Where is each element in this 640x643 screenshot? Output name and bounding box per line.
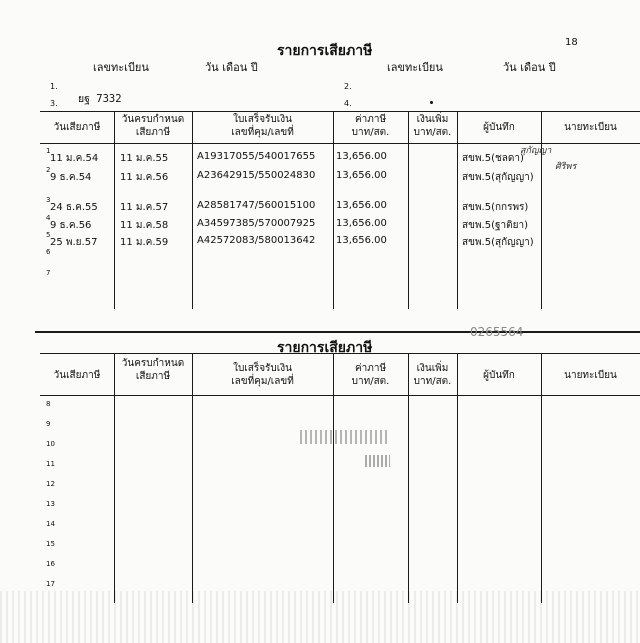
section1-subheader-reg-mid: เลขทะเบียน (387, 61, 443, 74)
t1-cell-receipt: A28581747/560015100 (197, 200, 316, 211)
t1-cell-due-date: 11 ม.ค.58 (120, 220, 169, 231)
t1-cell-recorder: สขพ.5(สุกัญญา) (462, 172, 534, 183)
t2-vline-3 (333, 353, 334, 603)
handwriting-signature-2: ศิริพร (555, 162, 577, 172)
t2-row-number: 14 (46, 520, 55, 528)
t1-cell-due-date: 11 ม.ค.56 (120, 172, 169, 183)
t2-col-recorder: ผู้บันทึก (483, 370, 515, 381)
t1-row-number: 5 (46, 231, 51, 239)
t2-vline-1 (114, 353, 115, 603)
section1-subheader-reg-left: เลขทะเบียน (93, 61, 149, 74)
reg-line-3-num: 3. (50, 99, 58, 108)
faint-number: 0265564 (470, 325, 524, 339)
t2-col-due-date: วันครบกำหนด เสียภาษี (121, 358, 185, 382)
t1-vline-5 (457, 111, 458, 309)
t2-vline-4 (408, 353, 409, 603)
t2-vline-6 (541, 353, 542, 603)
dot-mark (430, 101, 433, 104)
table1-top-border (40, 111, 640, 112)
t1-col-recorder: ผู้บันทึก (483, 122, 515, 133)
t1-row-number: 6 (46, 248, 51, 256)
t1-col-registrar: นายทะเบียน (564, 122, 617, 133)
t1-row-number: 4 (46, 214, 51, 222)
t2-row-number: 16 (46, 560, 55, 568)
t1-row-number: 2 (46, 166, 51, 174)
t1-row-number: 3 (46, 196, 51, 204)
table2-header-bottom (40, 395, 640, 396)
t2-row-number: 15 (46, 540, 55, 548)
t1-vline-6 (541, 111, 542, 309)
section1-title: รายการเสียภาษี (277, 43, 373, 59)
scan-edge-strip (0, 591, 640, 643)
t1-cell-tax: 13,656.00 (336, 235, 387, 246)
t1-cell-tax: 13,656.00 (336, 170, 387, 181)
t1-vline-1 (114, 111, 115, 309)
t1-row-number: 1 (46, 147, 51, 155)
t1-cell-receipt: A42572083/580013642 (197, 235, 316, 246)
t1-col-pay-date: วันเสียภาษี (53, 122, 101, 133)
t1-cell-pay-date: 9 ธ.ค.56 (50, 220, 92, 231)
section1-subheader-date-right: วัน เดือน ปี (503, 61, 556, 74)
t1-vline-3 (333, 111, 334, 309)
t2-col-tax: ค่าภาษี บาท/สต. (351, 363, 390, 387)
t2-row-number: 12 (46, 480, 55, 488)
t1-cell-tax: 13,656.00 (336, 151, 387, 162)
t1-cell-pay-date: 11 ม.ค.54 (50, 153, 99, 164)
reg-line-1-num: 1. (50, 82, 58, 91)
t1-cell-tax: 13,656.00 (336, 200, 387, 211)
t1-cell-recorder: สขพ.5(ชลดา) (462, 153, 524, 164)
t2-row-number: 17 (46, 580, 55, 588)
t1-cell-due-date: 11 ม.ค.57 (120, 202, 169, 213)
t1-cell-due-date: 11 ม.ค.59 (120, 237, 169, 248)
t1-cell-tax: 13,656.00 (336, 218, 387, 229)
t1-col-receipt: ใบเสร็จรับเงิน เลขที่คุม/เลขที่ (231, 114, 294, 138)
reg-line-4-num: 4. (344, 99, 352, 108)
t2-vline-2 (192, 353, 193, 603)
t1-cell-pay-date: 24 ธ.ค.55 (50, 202, 98, 213)
t1-col-due-date: วันครบกำหนด เสียภาษี (121, 114, 185, 138)
t2-row-number: 11 (46, 460, 55, 468)
t1-col-tax: ค่าภาษี บาท/สต. (351, 114, 390, 138)
t1-cell-receipt: A23642915/550024830 (197, 170, 316, 181)
t1-vline-2 (192, 111, 193, 309)
t2-row-number: 10 (46, 440, 55, 448)
scan-noise-2 (365, 455, 390, 467)
section1-subheader-date-left: วัน เดือน ปี (205, 61, 258, 74)
t2-col-surcharge: เงินเพิ่ม บาท/สต. (413, 363, 452, 387)
table2-top-border (40, 353, 640, 354)
t1-vline-4 (408, 111, 409, 309)
t1-cell-pay-date: 9 ธ.ค.54 (50, 172, 92, 183)
t2-row-number: 13 (46, 500, 55, 508)
t1-cell-recorder: สขพ.5(สุกัญญา) (462, 237, 534, 248)
page-separator (35, 331, 640, 333)
section2-title: รายการเสียภาษี (277, 340, 373, 356)
reg-line-1-value: ยฐ 7332 (78, 93, 122, 105)
t1-col-surcharge: เงินเพิ่ม บาท/สต. (413, 114, 452, 138)
scan-noise-1 (300, 430, 390, 444)
handwriting-signature-1: สุกัญญา (520, 146, 552, 156)
t2-col-pay-date: วันเสียภาษี (53, 370, 101, 381)
t1-cell-recorder: สขพ.5(ฐาติยา) (462, 220, 528, 231)
t2-col-receipt: ใบเสร็จรับเงิน เลขที่คุม/เลขที่ (231, 363, 294, 387)
reg-line-2-num: 2. (344, 82, 352, 91)
t2-col-registrar: นายทะเบียน (564, 370, 617, 381)
t2-row-number: 8 (46, 400, 51, 408)
t1-cell-receipt: A19317055/540017655 (197, 151, 316, 162)
t2-vline-5 (457, 353, 458, 603)
t1-cell-receipt: A34597385/570007925 (197, 218, 316, 229)
t1-cell-due-date: 11 ม.ค.55 (120, 153, 169, 164)
t1-cell-recorder: สขพ.5(กกรพร) (462, 202, 529, 213)
t2-row-number: 9 (46, 420, 51, 428)
page-number: 18 (565, 37, 578, 48)
t1-cell-pay-date: 25 พ.ย.57 (50, 237, 98, 248)
t1-row-number: 7 (46, 269, 51, 277)
